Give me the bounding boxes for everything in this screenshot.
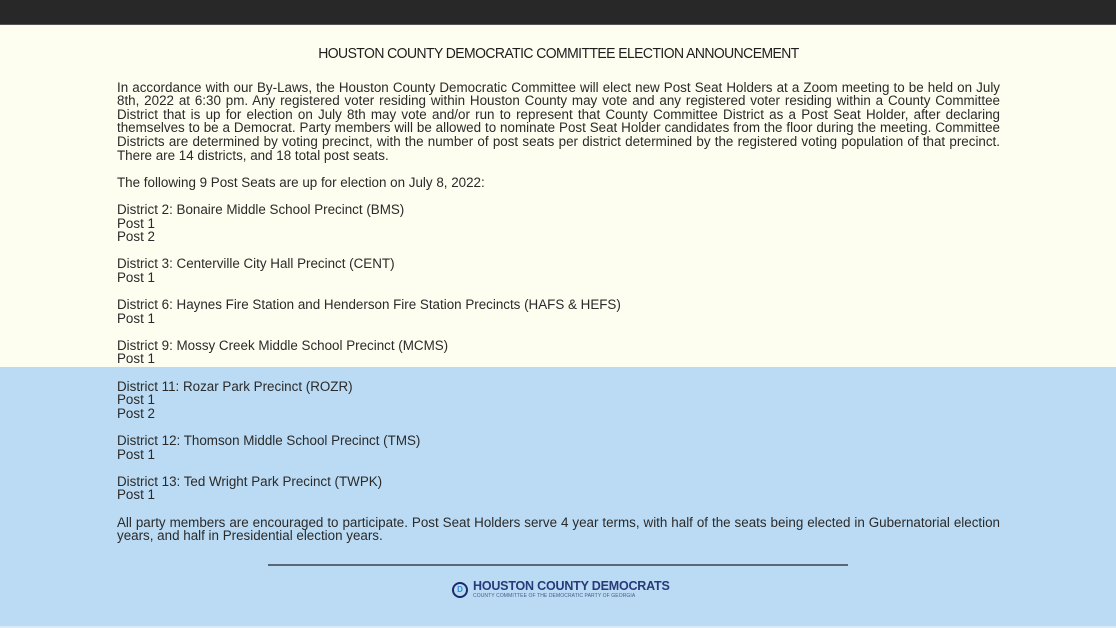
post-item: Post 2: [117, 405, 155, 421]
district-block: [117, 434, 1000, 461]
district-block: [117, 203, 1000, 244]
district-name: District 11: Rozar Park Precinct (ROZR): [117, 378, 353, 394]
district-name: District 3: Centerville City Hall Precinct (CENT): [117, 256, 395, 272]
post-item: Post 1: [117, 351, 155, 367]
post-item: Post 1: [117, 310, 155, 326]
post-item: Post 1: [117, 215, 155, 231]
district-block: [117, 339, 1000, 366]
divider-line: [268, 564, 848, 566]
page-title: HOUSTON COUNTY DEMOCRATIC COMMITTEE ELECTION ANNOUNCEMENT: [318, 45, 799, 62]
post-item: Post 1: [117, 446, 155, 462]
d-circle-logo-icon: [452, 582, 468, 598]
logo-subtitle: COUNTY COMMITTEE OF THE DEMOCRATIC PARTY OF GEORGIA: [473, 593, 636, 599]
district-block: [117, 298, 1000, 325]
district-name: District 13: Ted Wright Park Precinct (TWPK): [117, 473, 383, 489]
browser-top-bar: [0, 0, 1116, 25]
district-name: District 2: Bonaire Middle School Precinct (BMS): [117, 201, 405, 217]
post-item: Post 1: [117, 487, 155, 503]
district-block: [117, 475, 1000, 502]
district-name: District 12: Thomson Middle School Precinct (TMS): [117, 433, 421, 449]
district-name: District 6: Haynes Fire Station and Henderson Fire Station Precincts (HAFS & HEFS): [117, 297, 621, 313]
intro-paragraph: In accordance with our By-Laws, the Houston County Democratic Committee will elect new Post Seat Holders at a Zoom meeting to be held on July 8th, 2022 at 6:30 pm. Any registered voter residing within Houston County may vote and any registered voter residing within a County Committee District that is up for election on July 8th may vote and/or run to represent that County Committee District as a Post Seat Holder, after declaring themselves to be a Democrat. Party members will be allowed to nominate Post Seat Holder candidates from the floor during the meeting. Committee Districts are determined by voting precinct, with the number of post seats per district determined by the registered voting population of that precinct. There are 14 districts, and 18 total post seats.: [117, 79, 1000, 163]
closing-paragraph: All party members are encouraged to participate. Post Seat Holders serve 4 year terms, with half of the seats being elected in Gubernatorial election years, and half in Presidential election years.: [117, 514, 1000, 544]
logo-text: [473, 580, 670, 600]
post-item: Post 1: [117, 269, 155, 285]
post-item: Post 2: [117, 229, 155, 245]
district-block: [117, 380, 1000, 421]
logo-name: HOUSTON COUNTY DEMOCRATS: [473, 579, 670, 593]
post-item: Post 1: [117, 392, 155, 408]
announcement-content: [117, 25, 1000, 543]
district-name: District 9: Mossy Creek Middle School Precinct (MCMS): [117, 337, 449, 353]
logo-mark-letter: D: [457, 585, 463, 594]
lead-sentence: The following 9 Post Seats are up for election on July 8, 2022:: [117, 174, 485, 190]
houston-county-democrats-logo: [452, 578, 670, 602]
district-block: [117, 257, 1000, 284]
